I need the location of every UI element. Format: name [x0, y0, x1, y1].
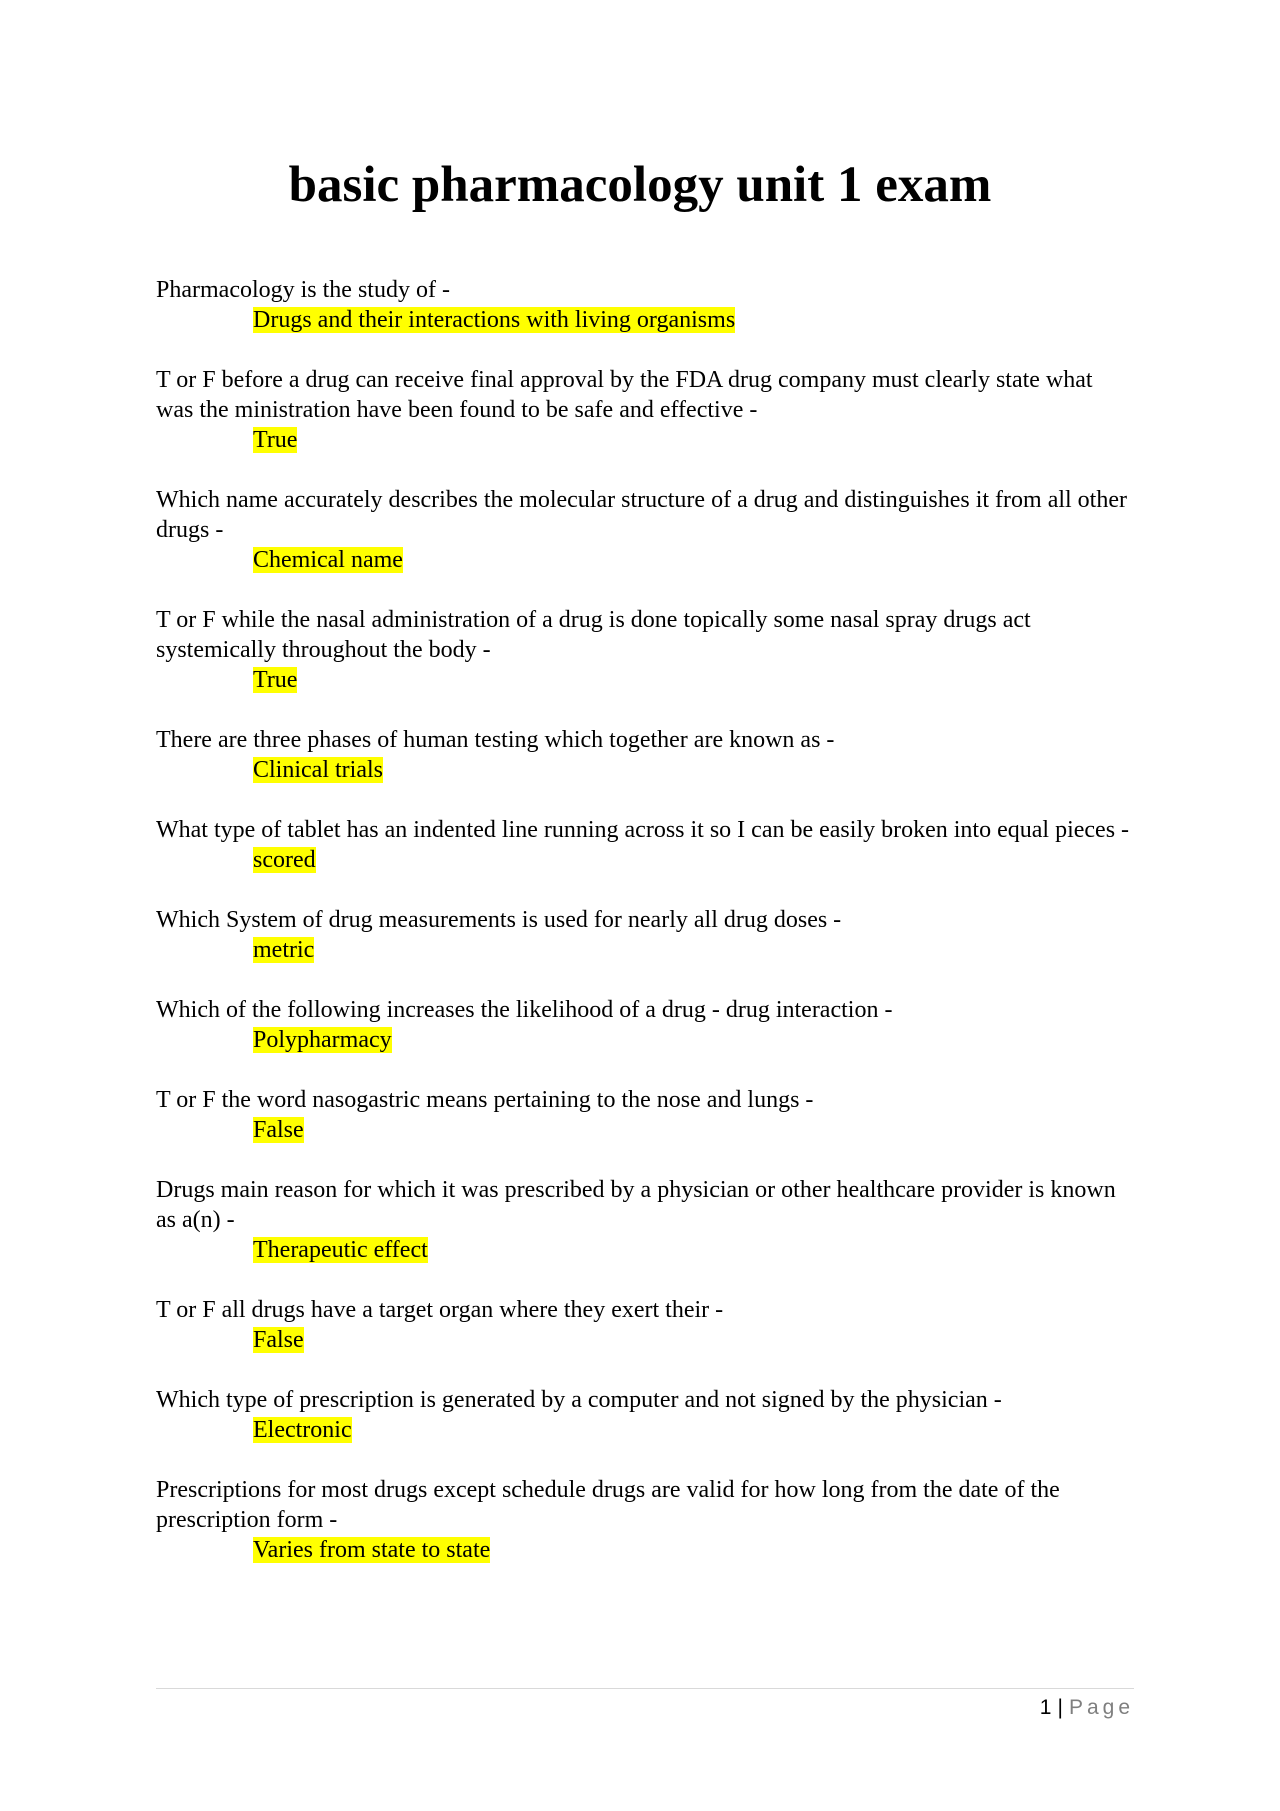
answer-text: Therapeutic effect	[253, 1237, 428, 1263]
answer-text: False	[253, 1117, 304, 1143]
answer-highlight	[253, 755, 1136, 785]
answer-highlight	[253, 305, 1136, 335]
answer-highlight	[253, 1325, 1136, 1355]
answer-text: Varies from state to state	[253, 1537, 491, 1563]
question-text: T or F before a drug can receive final approval by the FDA drug company must clearly state what was the ministration have been found to be safe and effective -	[156, 367, 1093, 423]
question-text: Which of the following increases the likelihood of a drug - drug interaction -	[156, 997, 893, 1023]
answer-highlight	[253, 425, 1136, 455]
question-text: T or F all drugs have a target organ where they exert their -	[156, 1297, 724, 1323]
answer-text: True	[253, 427, 298, 453]
qa-item	[156, 1385, 1136, 1445]
answer-highlight	[253, 545, 1136, 575]
qa-item	[156, 1475, 1136, 1565]
question-text: Drugs main reason for which it was prescribed by a physician or other healthcare provider is known as a(n) -	[156, 1177, 1116, 1233]
answer-highlight	[253, 1235, 1136, 1265]
answer-highlight	[253, 665, 1136, 695]
answer-text: Chemical name	[253, 547, 403, 573]
answer-highlight	[253, 1025, 1136, 1055]
document-title: basic pharmacology unit 1 exam	[288, 157, 992, 213]
qa-item	[156, 365, 1136, 455]
qa-item	[156, 1175, 1136, 1265]
qa-item	[156, 905, 1136, 965]
question-text: Pharmacology is the study of -	[156, 277, 450, 303]
page-label: Page	[1068, 1696, 1134, 1719]
answer-highlight	[253, 845, 1136, 875]
answer-highlight	[253, 1415, 1136, 1445]
answer-highlight	[253, 935, 1136, 965]
question-text: Which name accurately describes the molecular structure of a drug and distinguishes it from all other drugs -	[156, 487, 1127, 543]
question-text: T or F the word nasogastric means pertaining to the nose and lungs -	[156, 1087, 814, 1113]
qa-item	[156, 1295, 1136, 1355]
answer-text: metric	[253, 937, 315, 963]
answer-text: Clinical trials	[253, 757, 383, 783]
answer-text: Drugs and their interactions with living organisms	[253, 307, 736, 333]
qa-item	[156, 605, 1136, 695]
question-list	[156, 275, 1136, 1595]
qa-item	[156, 995, 1136, 1055]
qa-item	[156, 725, 1136, 785]
answer-text: False	[253, 1327, 304, 1353]
question-text: There are three phases of human testing which together are known as -	[156, 727, 835, 753]
answer-text: True	[253, 667, 298, 693]
question-text: Which type of prescription is generated by a computer and not signed by the physician -	[156, 1387, 1002, 1413]
footer-divider	[156, 1688, 1134, 1689]
answer-text: scored	[253, 847, 316, 873]
qa-item	[156, 1085, 1136, 1145]
page-footer	[1040, 1694, 1134, 1722]
qa-item	[156, 275, 1136, 335]
question-text: What type of tablet has an indented line running across it so I can be easily broken into equal pieces -	[156, 817, 1130, 843]
answer-highlight	[253, 1115, 1136, 1145]
page-number: 1	[1039, 1696, 1052, 1719]
answer-text: Electronic	[253, 1417, 352, 1443]
qa-item	[156, 815, 1136, 875]
question-text: Which System of drug measurements is used for nearly all drug doses -	[156, 907, 842, 933]
question-text: Prescriptions for most drugs except schedule drugs are valid for how long from the date of the prescription form -	[156, 1477, 1060, 1533]
footer-separator: |	[1057, 1696, 1063, 1719]
answer-highlight	[253, 1535, 1136, 1565]
qa-item	[156, 485, 1136, 575]
answer-text: Polypharmacy	[253, 1027, 392, 1053]
question-text: T or F while the nasal administration of a drug is done topically some nasal spray drugs act systemically throughout the body -	[156, 607, 1031, 663]
